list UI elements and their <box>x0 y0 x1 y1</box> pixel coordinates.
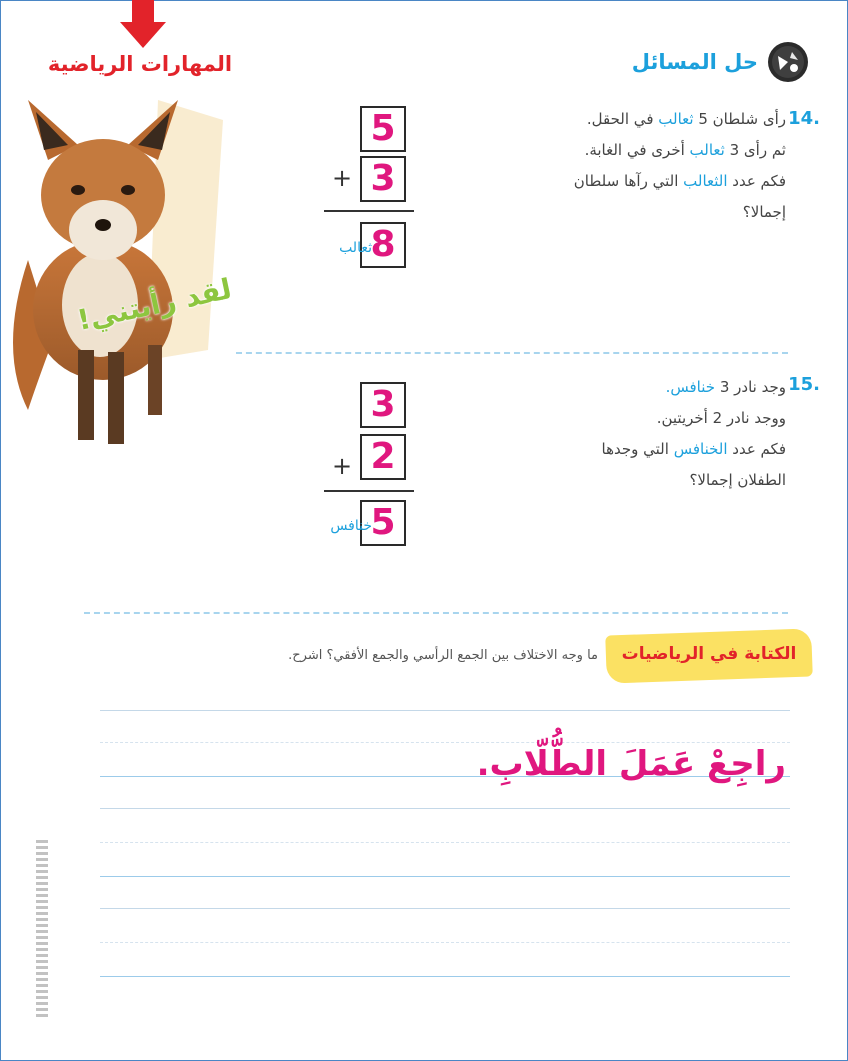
problem-line: فكم عدد الثعالب التي رآها سلطان <box>573 172 786 190</box>
problem-line: وجد نادر 3 خنافس. <box>665 378 786 396</box>
section-title: حل المسائل <box>631 50 758 74</box>
problem-text <box>486 104 786 228</box>
problem-line: فكم عدد الخنافس التي وجدها <box>601 440 786 458</box>
writing-line <box>100 876 790 877</box>
arrow-down-icon <box>118 0 168 50</box>
writing-line <box>100 710 790 711</box>
section-divider <box>236 352 788 354</box>
sum-box: 5 <box>360 500 406 546</box>
skills-label: المهارات الرياضية <box>47 52 233 76</box>
problem-number: 15. <box>788 374 820 395</box>
addend-box: 3 <box>360 382 406 428</box>
writing-line <box>100 808 790 809</box>
problem-line: ثم رأى 3 ثعالب أخرى في الغابة. <box>584 141 786 159</box>
plus-sign: + <box>332 452 353 480</box>
answer-text: راجِعْ عَمَلَ الطُّلّابِ. <box>476 744 786 784</box>
writing-line <box>100 742 790 743</box>
writing-line <box>100 942 790 943</box>
section-heading <box>632 40 810 84</box>
addend-box: 5 <box>360 106 406 152</box>
sum-box: 8 <box>360 222 406 268</box>
writing-line <box>100 842 790 843</box>
plus-sign: + <box>332 164 353 192</box>
problem-number: 14. <box>788 108 820 129</box>
problem-line: الطفلان إجمالا؟ <box>689 471 786 489</box>
unit-label: ثعالب <box>339 240 372 256</box>
fox-image <box>8 90 230 450</box>
sum-line <box>324 490 414 492</box>
solve-problems-icon <box>766 40 810 84</box>
problem-line: إجمالا؟ <box>742 203 786 221</box>
writing-line <box>100 976 790 977</box>
section-divider <box>84 612 788 614</box>
writing-line <box>100 908 790 909</box>
writing-question: ما وجه الاختلاف بين الجمع الرأسي والجمع الأفقي؟ اشرح. <box>288 648 598 663</box>
unit-label: خنافس <box>330 518 372 534</box>
addend-box: 2 <box>360 434 406 480</box>
addend-box: 3 <box>360 156 406 202</box>
sum-line <box>324 210 414 212</box>
problem-line: رأى شلطان 5 ثعالب في الحقل. <box>586 110 786 128</box>
fox-caption: لقد رأيتني! <box>74 272 235 337</box>
problem-text <box>486 372 786 496</box>
writing-tag: الكتابة في الرياضيات <box>621 644 797 664</box>
side-barcode <box>36 840 48 1020</box>
problem-line: ووجد نادر 2 أخريتين. <box>656 409 786 427</box>
